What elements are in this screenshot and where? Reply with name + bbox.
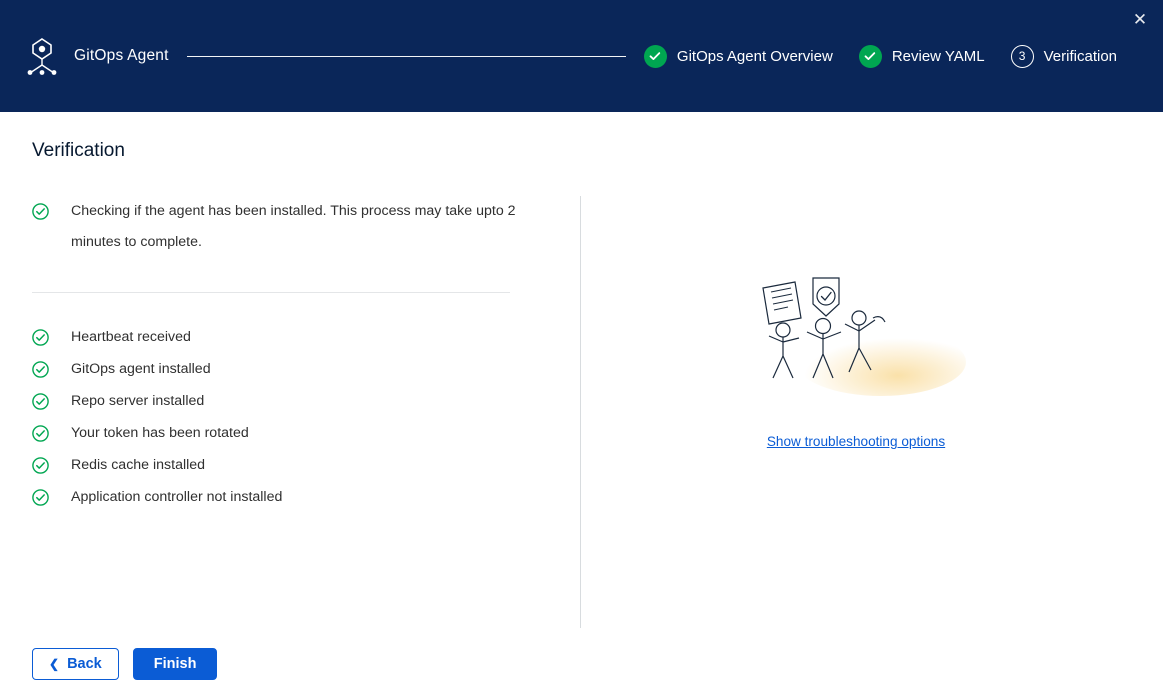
list-item xyxy=(32,449,548,481)
check-circle-icon xyxy=(32,203,49,220)
show-troubleshooting-options-link[interactable]: Show troubleshooting options xyxy=(766,434,946,449)
check-item-label: Redis cache installed xyxy=(71,457,206,473)
step-connector-line xyxy=(187,56,626,57)
step-label: Verification xyxy=(1043,47,1117,65)
troubleshooting-pane xyxy=(581,196,1131,628)
wizard-footer xyxy=(32,648,217,680)
step-review-yaml[interactable] xyxy=(859,45,985,68)
verification-content xyxy=(32,196,1131,628)
list-item xyxy=(32,321,548,353)
chevron-left-icon: ❮ xyxy=(49,657,60,671)
check-circle-icon xyxy=(644,45,667,68)
back-button-label: Back xyxy=(67,656,102,672)
page-title: Verification xyxy=(32,140,125,161)
step-number-badge: 3 xyxy=(1011,45,1034,68)
check-circle-icon xyxy=(32,425,49,442)
finish-button-label: Finish xyxy=(153,656,197,672)
status-message-row xyxy=(32,196,548,258)
divider xyxy=(32,292,510,293)
check-circle-icon xyxy=(32,329,49,346)
step-gitops-agent-overview[interactable] xyxy=(644,45,833,68)
status-message: Checking if the agent has been installed. This process may take upto 2 minutes to complete. xyxy=(71,203,516,250)
close-icon[interactable]: ✕ xyxy=(1127,6,1153,32)
check-item-label: Application controller not installed xyxy=(71,489,283,505)
wizard-title: GitOps Agent xyxy=(74,47,169,64)
check-circle-icon xyxy=(32,361,49,378)
harness-logo-icon xyxy=(24,37,60,75)
check-item-label: Your token has been rotated xyxy=(71,425,249,441)
check-circle-icon xyxy=(32,489,49,506)
check-circle-icon xyxy=(32,457,49,474)
list-item xyxy=(32,481,548,513)
list-item xyxy=(32,353,548,385)
step-label: GitOps Agent Overview xyxy=(676,47,833,65)
list-item xyxy=(32,417,548,449)
check-circle-icon xyxy=(32,393,49,410)
brand xyxy=(24,37,169,75)
finish-button[interactable] xyxy=(133,648,218,680)
list-item xyxy=(32,385,548,417)
check-item-label: Repo server installed xyxy=(71,393,205,409)
people-with-shield-illustration xyxy=(726,274,986,404)
wizard-header xyxy=(0,0,1163,112)
verification-status-pane xyxy=(32,196,548,628)
wizard-body xyxy=(0,112,1163,700)
check-circle-icon xyxy=(859,45,882,68)
check-item-label: GitOps agent installed xyxy=(71,361,211,377)
back-button[interactable] xyxy=(32,648,119,680)
step-label: Review YAML xyxy=(891,47,985,65)
verification-check-list xyxy=(32,321,548,513)
step-verification[interactable] xyxy=(1011,45,1117,68)
check-item-label: Heartbeat received xyxy=(71,329,191,345)
wizard-steps xyxy=(187,45,1139,68)
